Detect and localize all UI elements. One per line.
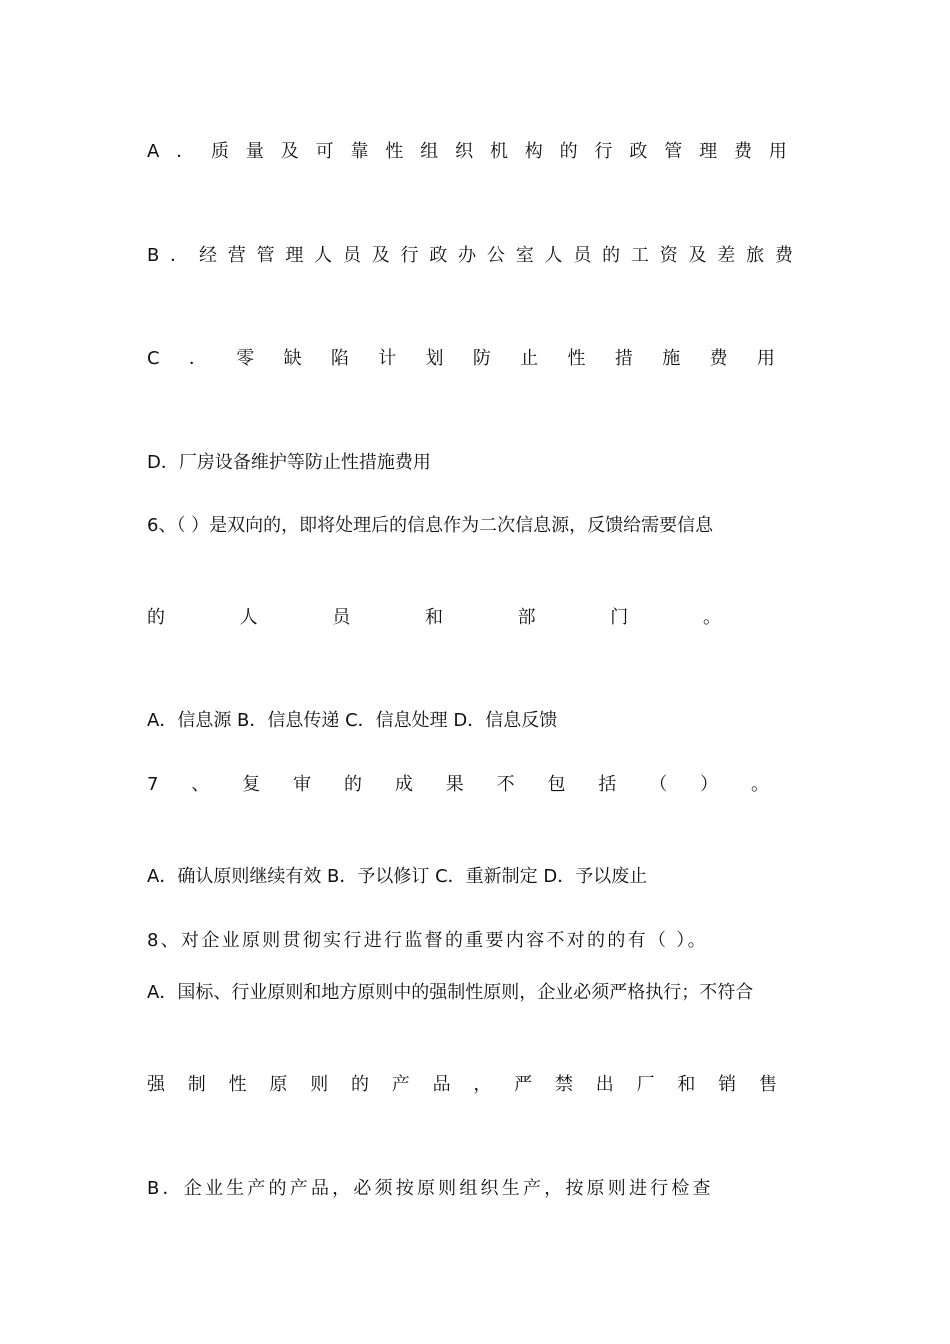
question-6-options: A．信息源 B．信息传递 C．信息处理 D．信息反馈	[147, 710, 558, 731]
question-7-text: 7 、 复 审 的 成 果 不 包 括 （ ） 。	[147, 774, 769, 795]
question-8-text: 8、对企业原则贯彻实行进行监督的重要内容不对的的有（ ）。	[147, 930, 708, 951]
option-b-staff-costs: B ． 经 营 管 理 人 员 及 行 政 办 公 室 人 员 的 工 资 及 差 旅 费	[147, 245, 793, 266]
question-8-option-a: A．国标、行业原则和地方原则中的强制性原则，企业必须严格执行；不符合	[147, 982, 754, 1003]
option-c-zero-defect: C ． 零 缺 陷 计 划 防 止 性 措 施 费 用	[147, 348, 775, 369]
question-6-continuation: 的 人 员 和 部 门 。	[147, 607, 721, 628]
option-a-admin-costs: A ． 质 量 及 可 靠 性 组 织 机 构 的 行 政 管 理 费 用	[147, 141, 787, 162]
question-6-text: 6、（ ）是双向的，即将处理后的信息作为二次信息源，反馈给需要信息	[147, 515, 714, 536]
question-8-option-b: B．企业生产的产品，必须按原则组织生产，按原则进行检查	[147, 1178, 714, 1199]
option-d-plant-maintenance: D．厂房设备维护等防止性措施费用	[147, 452, 431, 473]
question-8-option-a-continuation: 强 制 性 原 则 的 产 品 ， 严 禁 出 厂 和 销 售	[147, 1074, 777, 1095]
question-7-options: A．确认原则继续有效 B．予以修订 C．重新制定 D．予以废止	[147, 866, 648, 887]
